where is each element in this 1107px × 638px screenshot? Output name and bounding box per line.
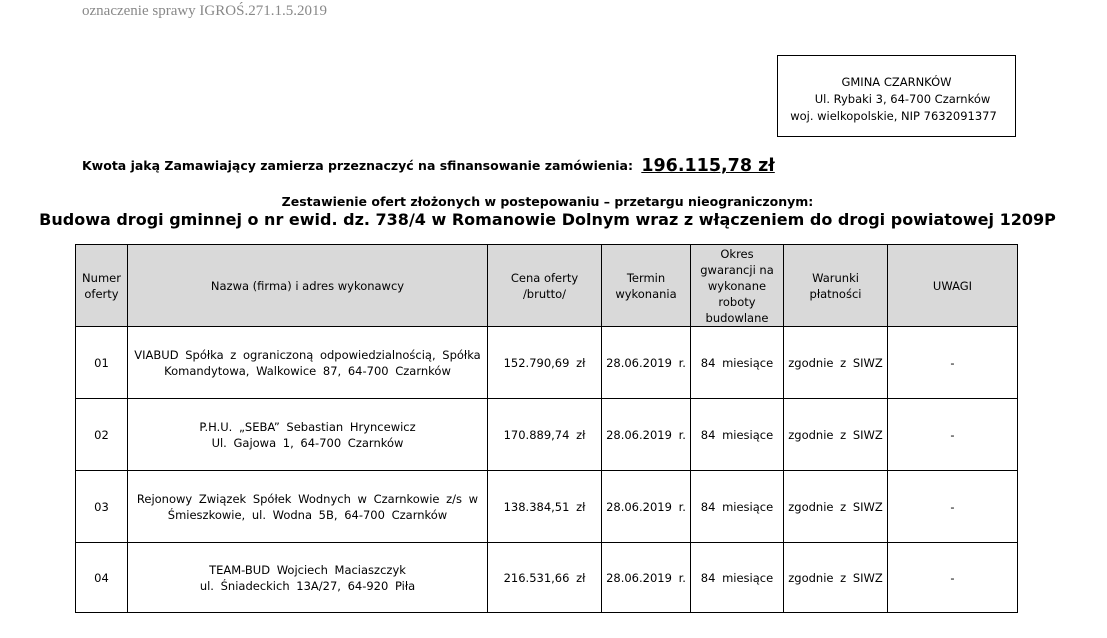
- header-remarks: [888, 245, 1018, 327]
- offer-number: 01: [76, 327, 128, 399]
- budget-amount: 196.115,78 zł: [641, 156, 775, 176]
- header-line: wykonane: [707, 278, 767, 293]
- header-line: wykonania: [615, 286, 677, 301]
- header-line: Numer: [82, 270, 121, 285]
- offer-contractor: [128, 543, 488, 613]
- offer-warranty: 84 miesiące: [691, 327, 784, 399]
- offer-payment: zgodnie z SIWZ: [784, 471, 888, 543]
- header-line: Nazwa (firma) i adres wykonawcy: [210, 278, 405, 293]
- offer-warranty: 84 miesiące: [691, 399, 784, 471]
- contractor-line: TEAM-BUD Wojciech Maciaszczyk: [209, 562, 406, 577]
- contractor-line: Śmieszkowie, ul. Wodna 5B, 64-700 Czarnków: [167, 507, 448, 522]
- contractor-line: Komandytowa, Walkowice 87, 64-700 Czarnków: [164, 363, 451, 378]
- header-payment: [784, 245, 888, 327]
- header-line: oferty: [84, 286, 119, 301]
- header-price: [488, 245, 602, 327]
- header-line: roboty: [718, 294, 756, 309]
- header-line: /brutto/: [522, 286, 567, 301]
- offer-contractor: [128, 399, 488, 471]
- budget-label: Kwota jaką Zamawiający zamierza przeznaczyć na sfinansowanie zamówienia:: [82, 158, 633, 173]
- authority-region: woj. wielkopolskie, NIP 7632091377: [790, 109, 997, 123]
- header-line: Warunki: [812, 270, 859, 285]
- offer-remarks: -: [888, 471, 1018, 543]
- header-line: budowlane: [705, 310, 769, 325]
- table-row: [76, 471, 1018, 543]
- offer-number: 04: [76, 543, 128, 613]
- table-row: [76, 399, 1018, 471]
- offer-contractor: [128, 327, 488, 399]
- offer-contractor: [128, 471, 488, 543]
- project-title: Budowa drogi gminnej o nr ewid. dz. 738/4 w Romanowie Dolnym wraz z włączeniem do drogi powiatowej 1209P: [39, 210, 1056, 229]
- offers-table: [75, 244, 1018, 613]
- header-contractor: [128, 245, 488, 327]
- offer-remarks: -: [888, 399, 1018, 471]
- offer-payment: zgodnie z SIWZ: [784, 399, 888, 471]
- offer-price: 216.531,66 zł: [488, 543, 602, 613]
- offer-deadline: 28.06.2019 r.: [602, 327, 691, 399]
- offer-number: 03: [76, 471, 128, 543]
- contractor-line: P.H.U. „SEBA” Sebastian Hryncewicz: [199, 419, 416, 434]
- contractor-line: VIABUD Spółka z ograniczoną odpowiedzialnością, Spółka: [134, 347, 481, 362]
- offer-price: 170.889,74 zł: [488, 399, 602, 471]
- header-line: Termin: [626, 270, 666, 285]
- authority-street: Ul. Rybaki 3, 64-700 Czarnków: [814, 92, 991, 106]
- header-deadline: [602, 245, 691, 327]
- header-warranty: [691, 245, 784, 327]
- offer-payment: zgodnie z SIWZ: [784, 543, 888, 613]
- offer-deadline: 28.06.2019 r.: [602, 471, 691, 543]
- offer-remarks: -: [888, 543, 1018, 613]
- offer-price: 138.384,51 zł: [488, 471, 602, 543]
- table-row: [76, 543, 1018, 613]
- contracting-authority-address: [777, 55, 1016, 137]
- offer-warranty: 84 miesiące: [691, 543, 784, 613]
- contractor-line: Rejonowy Związek Spółek Wodnych w Czarnkowie z/s w: [136, 491, 479, 506]
- authority-name: GMINA CZARNKÓW: [841, 75, 952, 89]
- header-line: Cena oferty: [510, 270, 579, 285]
- summary-heading: Zestawienie ofert złożonych w postepowaniu – przetargu nieograniczonym:: [281, 194, 814, 209]
- table-row: [76, 327, 1018, 399]
- header-line: gwarancji na: [700, 262, 774, 277]
- offer-deadline: 28.06.2019 r.: [602, 543, 691, 613]
- contractor-line: Ul. Gajowa 1, 64-700 Czarnków: [211, 435, 404, 450]
- offer-number: 02: [76, 399, 128, 471]
- offer-remarks: -: [888, 327, 1018, 399]
- offer-payment: zgodnie z SIWZ: [784, 327, 888, 399]
- offer-warranty: 84 miesiące: [691, 471, 784, 543]
- header-line: UWAGI: [932, 278, 973, 293]
- header-line: Okres: [720, 246, 754, 261]
- contractor-line: ul. Śniadeckich 13A/27, 64-920 Piła: [199, 578, 416, 593]
- offer-deadline: 28.06.2019 r.: [602, 399, 691, 471]
- case-reference: oznaczenie sprawy IGROŚ.271.1.5.2019: [82, 3, 327, 19]
- offer-price: 152.790,69 zł: [488, 327, 602, 399]
- table-header-row: [76, 245, 1018, 327]
- header-line: płatności: [809, 286, 862, 301]
- header-number: [76, 245, 128, 327]
- budget-line: [82, 155, 775, 175]
